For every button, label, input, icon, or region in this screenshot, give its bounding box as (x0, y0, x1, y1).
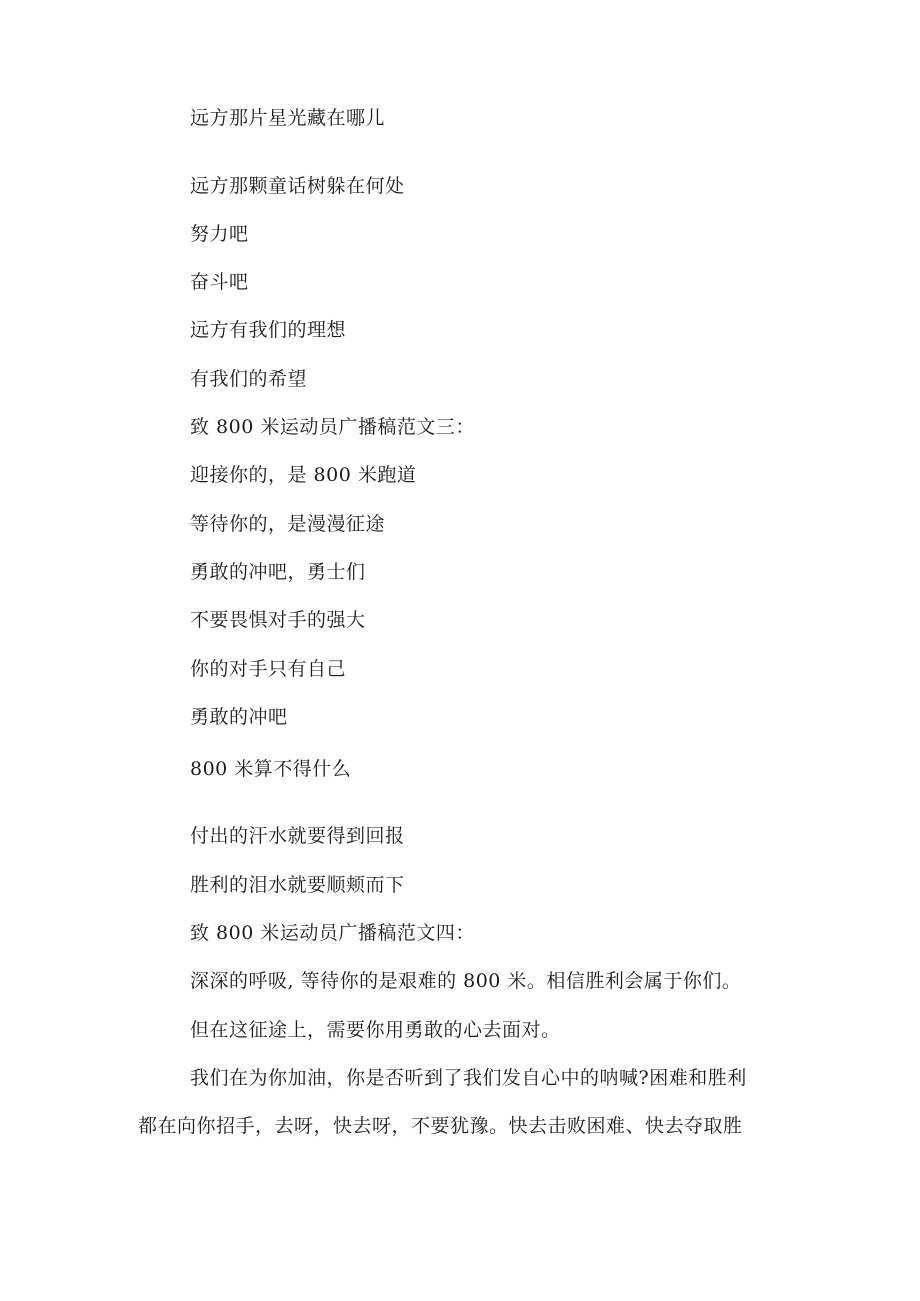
paragraph-first-line: 我们在为你加油，你是否听到了我们发自心中的呐喊?困难和胜利 (190, 1067, 747, 1089)
text-line: 不要畏惧对手的强大 (190, 609, 366, 631)
text-line: 勇敢的冲吧，勇士们 (190, 561, 366, 583)
text-line: 付出的汗水就要得到回报 (190, 825, 405, 847)
text-line: 勇敢的冲吧 (190, 706, 288, 728)
text-line: 奋斗吧 (190, 271, 249, 293)
text-line: 远方有我们的理想 (190, 319, 347, 341)
text-line: 800 米算不得什么 (190, 758, 352, 780)
text-line: 有我们的希望 (190, 368, 308, 390)
text-line: 努力吧 (190, 223, 249, 245)
text-line: 等待你的，是漫漫征途 (190, 513, 386, 535)
text-line: 远方那片星光藏在哪儿 (190, 107, 386, 129)
section-heading: 致 800 米运动员广播稿范文四： (190, 922, 475, 944)
text-line: 迎接你的，是 800 米跑道 (190, 464, 417, 486)
paragraph-continuation: 都在向你招手，去呀，快去呀，不要犹豫。快去击败困难、快去夺取胜 (138, 1115, 743, 1137)
text-line: 你的对手只有自己 (190, 658, 347, 680)
text-line: 但在这征途上，需要你用勇敢的心去面对。 (190, 1019, 561, 1041)
text-line: 胜利的泪水就要顺颊而下 (190, 874, 405, 896)
text-line: 远方那颗童话树躲在何处 (190, 175, 405, 197)
section-heading: 致 800 米运动员广播稿范文三： (190, 416, 475, 438)
text-line: 深深的呼吸, 等待你的是艰难的 800 米。相信胜利会属于你们。 (190, 970, 742, 992)
